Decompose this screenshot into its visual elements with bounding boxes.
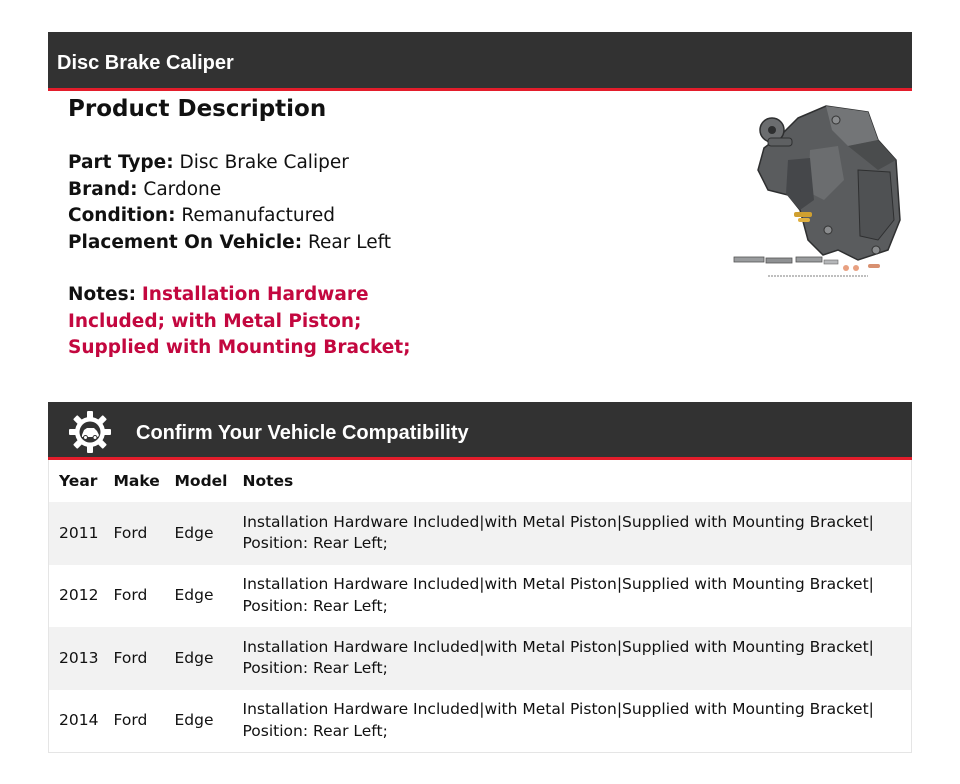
spec-brand xyxy=(68,177,391,204)
spec-label: Placement On Vehicle: xyxy=(68,231,303,253)
cell-make: Ford xyxy=(113,523,148,542)
cell-make: Ford xyxy=(113,586,148,604)
column-header-year: Year xyxy=(59,472,98,490)
table-row xyxy=(49,690,912,753)
cell-notes: Installation Hardware Included|with Metal Piston|Supplied with Mounting Bracket| Position: Rear Left; xyxy=(242,700,874,740)
compatibility-table xyxy=(48,460,912,753)
cell-model: Edge xyxy=(174,586,214,604)
cell-year: 2011 xyxy=(59,523,99,542)
column-header-notes: Notes xyxy=(242,472,294,490)
cell-notes: Installation Hardware Included|with Metal Piston|Supplied with Mounting Bracket| Position: Rear Left; xyxy=(242,575,874,615)
cell-make: Ford xyxy=(113,711,148,729)
notes-value: Installation Hardware Included; with Metal Piston; Supplied with Mounting Bracket; xyxy=(68,284,411,358)
column-header-model: Model xyxy=(174,472,228,490)
spec-label: Part Type: xyxy=(68,152,174,173)
cell-year: 2013 xyxy=(59,648,99,667)
spec-value: Disc Brake Caliper xyxy=(179,152,349,173)
spec-part-type xyxy=(68,150,391,177)
cell-notes: Installation Hardware Included|with Metal Piston|Supplied with Mounting Bracket| Position: Rear Left; xyxy=(242,637,874,678)
spec-placement xyxy=(68,230,391,257)
table-row xyxy=(49,565,912,628)
compatibility-banner-title: Confirm Your Vehicle Compatibility xyxy=(136,422,469,444)
spec-value: Cardone xyxy=(143,178,222,200)
table-row xyxy=(49,502,912,565)
spec-value: Remanufactured xyxy=(181,205,335,226)
cell-model: Edge xyxy=(174,648,214,667)
gear-car-icon xyxy=(67,409,113,455)
product-banner-title: Disc Brake Caliper xyxy=(57,52,234,74)
product-notes xyxy=(68,282,448,362)
spec-label: Condition: xyxy=(68,205,176,226)
table-header-row xyxy=(49,460,912,502)
cell-model: Edge xyxy=(174,523,214,542)
cell-make: Ford xyxy=(113,648,148,667)
notes-label: Notes: xyxy=(68,284,136,305)
product-description-heading: Product Description xyxy=(68,96,327,122)
product-specs xyxy=(68,150,391,256)
product-banner xyxy=(48,32,912,91)
table-row xyxy=(49,627,912,690)
cell-notes: Installation Hardware Included|with Metal Piston|Supplied with Mounting Bracket| Position: Rear Left; xyxy=(242,512,874,553)
spec-label: Brand: xyxy=(68,178,138,200)
compatibility-banner xyxy=(48,402,912,460)
spec-value: Rear Left xyxy=(308,231,392,253)
cell-year: 2014 xyxy=(59,711,99,729)
cell-model: Edge xyxy=(174,711,214,729)
column-header-make: Make xyxy=(113,472,160,490)
brake-caliper-image xyxy=(728,100,910,285)
spec-condition xyxy=(68,203,391,230)
cell-year: 2012 xyxy=(59,586,99,604)
